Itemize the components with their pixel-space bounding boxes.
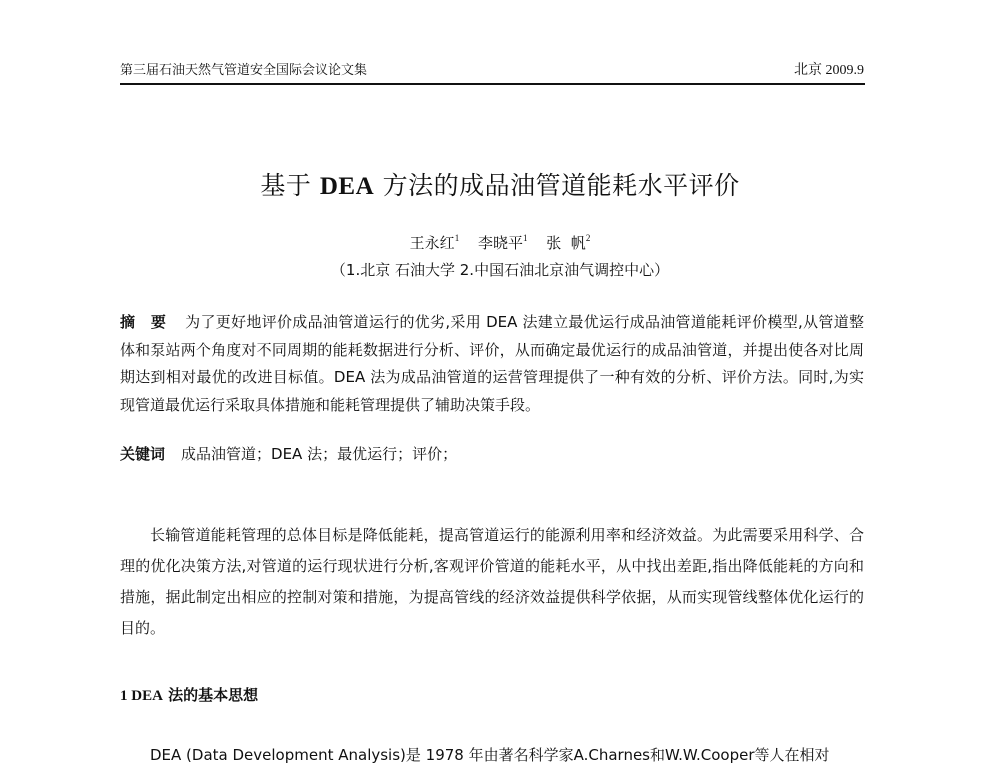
keywords-text: 成品油管道；DEA 法；最优运行；评价； [181,445,458,463]
affiliation-mark: 1 [522,233,528,243]
location-date: 北京 2009.9 [794,63,864,78]
author: 王永红$^1$ [409,233,460,252]
keywords-label: 关键词 [120,445,166,463]
section-heading [120,684,258,707]
section-1-paragraph: DEA (Data Development Analysis)是 1978 年由著名科学家A.Charnes和W.W.Cooper等人在相对 [150,746,830,764]
author-list [0,228,1000,253]
running-header [120,62,864,84]
intro-paragraph: 长输管道能耗管理的总体目标是降低能耗，提高管道运行的能源利用率和经济效益。为此需要采用科学、合理的优化决策方法,对管道的运行现状进行分析,客观评价管道的能耗水平，从中找出差距,指出降低能耗的方向和措施，据此制定出相应的控制对策和措施，为提高管线的经济效益提供科学依据，从而实现管线整体优化运行的目的。 [120,526,864,637]
title-latin: DEA [319,173,375,200]
author: 张 帆$^2$ [546,233,591,252]
header-rule [120,83,865,85]
section-title: 法的基本思想 [162,686,259,704]
abstract-label: 摘 要 [120,313,172,331]
keywords [120,441,864,469]
affiliation-mark: 2 [585,233,591,243]
title-prefix: 基于 [260,171,320,200]
proceedings-title: 第三届石油天然气管道安全国际会议论文集 [120,63,368,78]
author: 李晓平$^1$ [477,233,528,252]
abstract [120,309,864,419]
affiliations: （1.北京 石油大学 2.中国石油北京油气调控中心） [330,261,670,279]
title-suffix: 方法的成品油管道能耗水平评价 [374,171,740,200]
section-number: 1 DEA [120,688,163,704]
abstract-text: 为了更好地评价成品油管道运行的优劣,采用 DEA 法建立最优运行成品油管道能耗评价模型,从管道整体和泵站两个角度对不同周期的能耗数据进行分析、评价，从而确定最优运行的成品油管道，并提出使各对比周期达到相对最优的改进目标值。DEA 法为成品油管道的运营管理提供了一种有效的分析、评价方法。同时,为实现管道最优运行采取具体措施和能耗管理提供了辅助决策手段。 [120,313,864,414]
paper-title [0,170,1000,203]
affiliation-mark: 1 [454,233,460,243]
